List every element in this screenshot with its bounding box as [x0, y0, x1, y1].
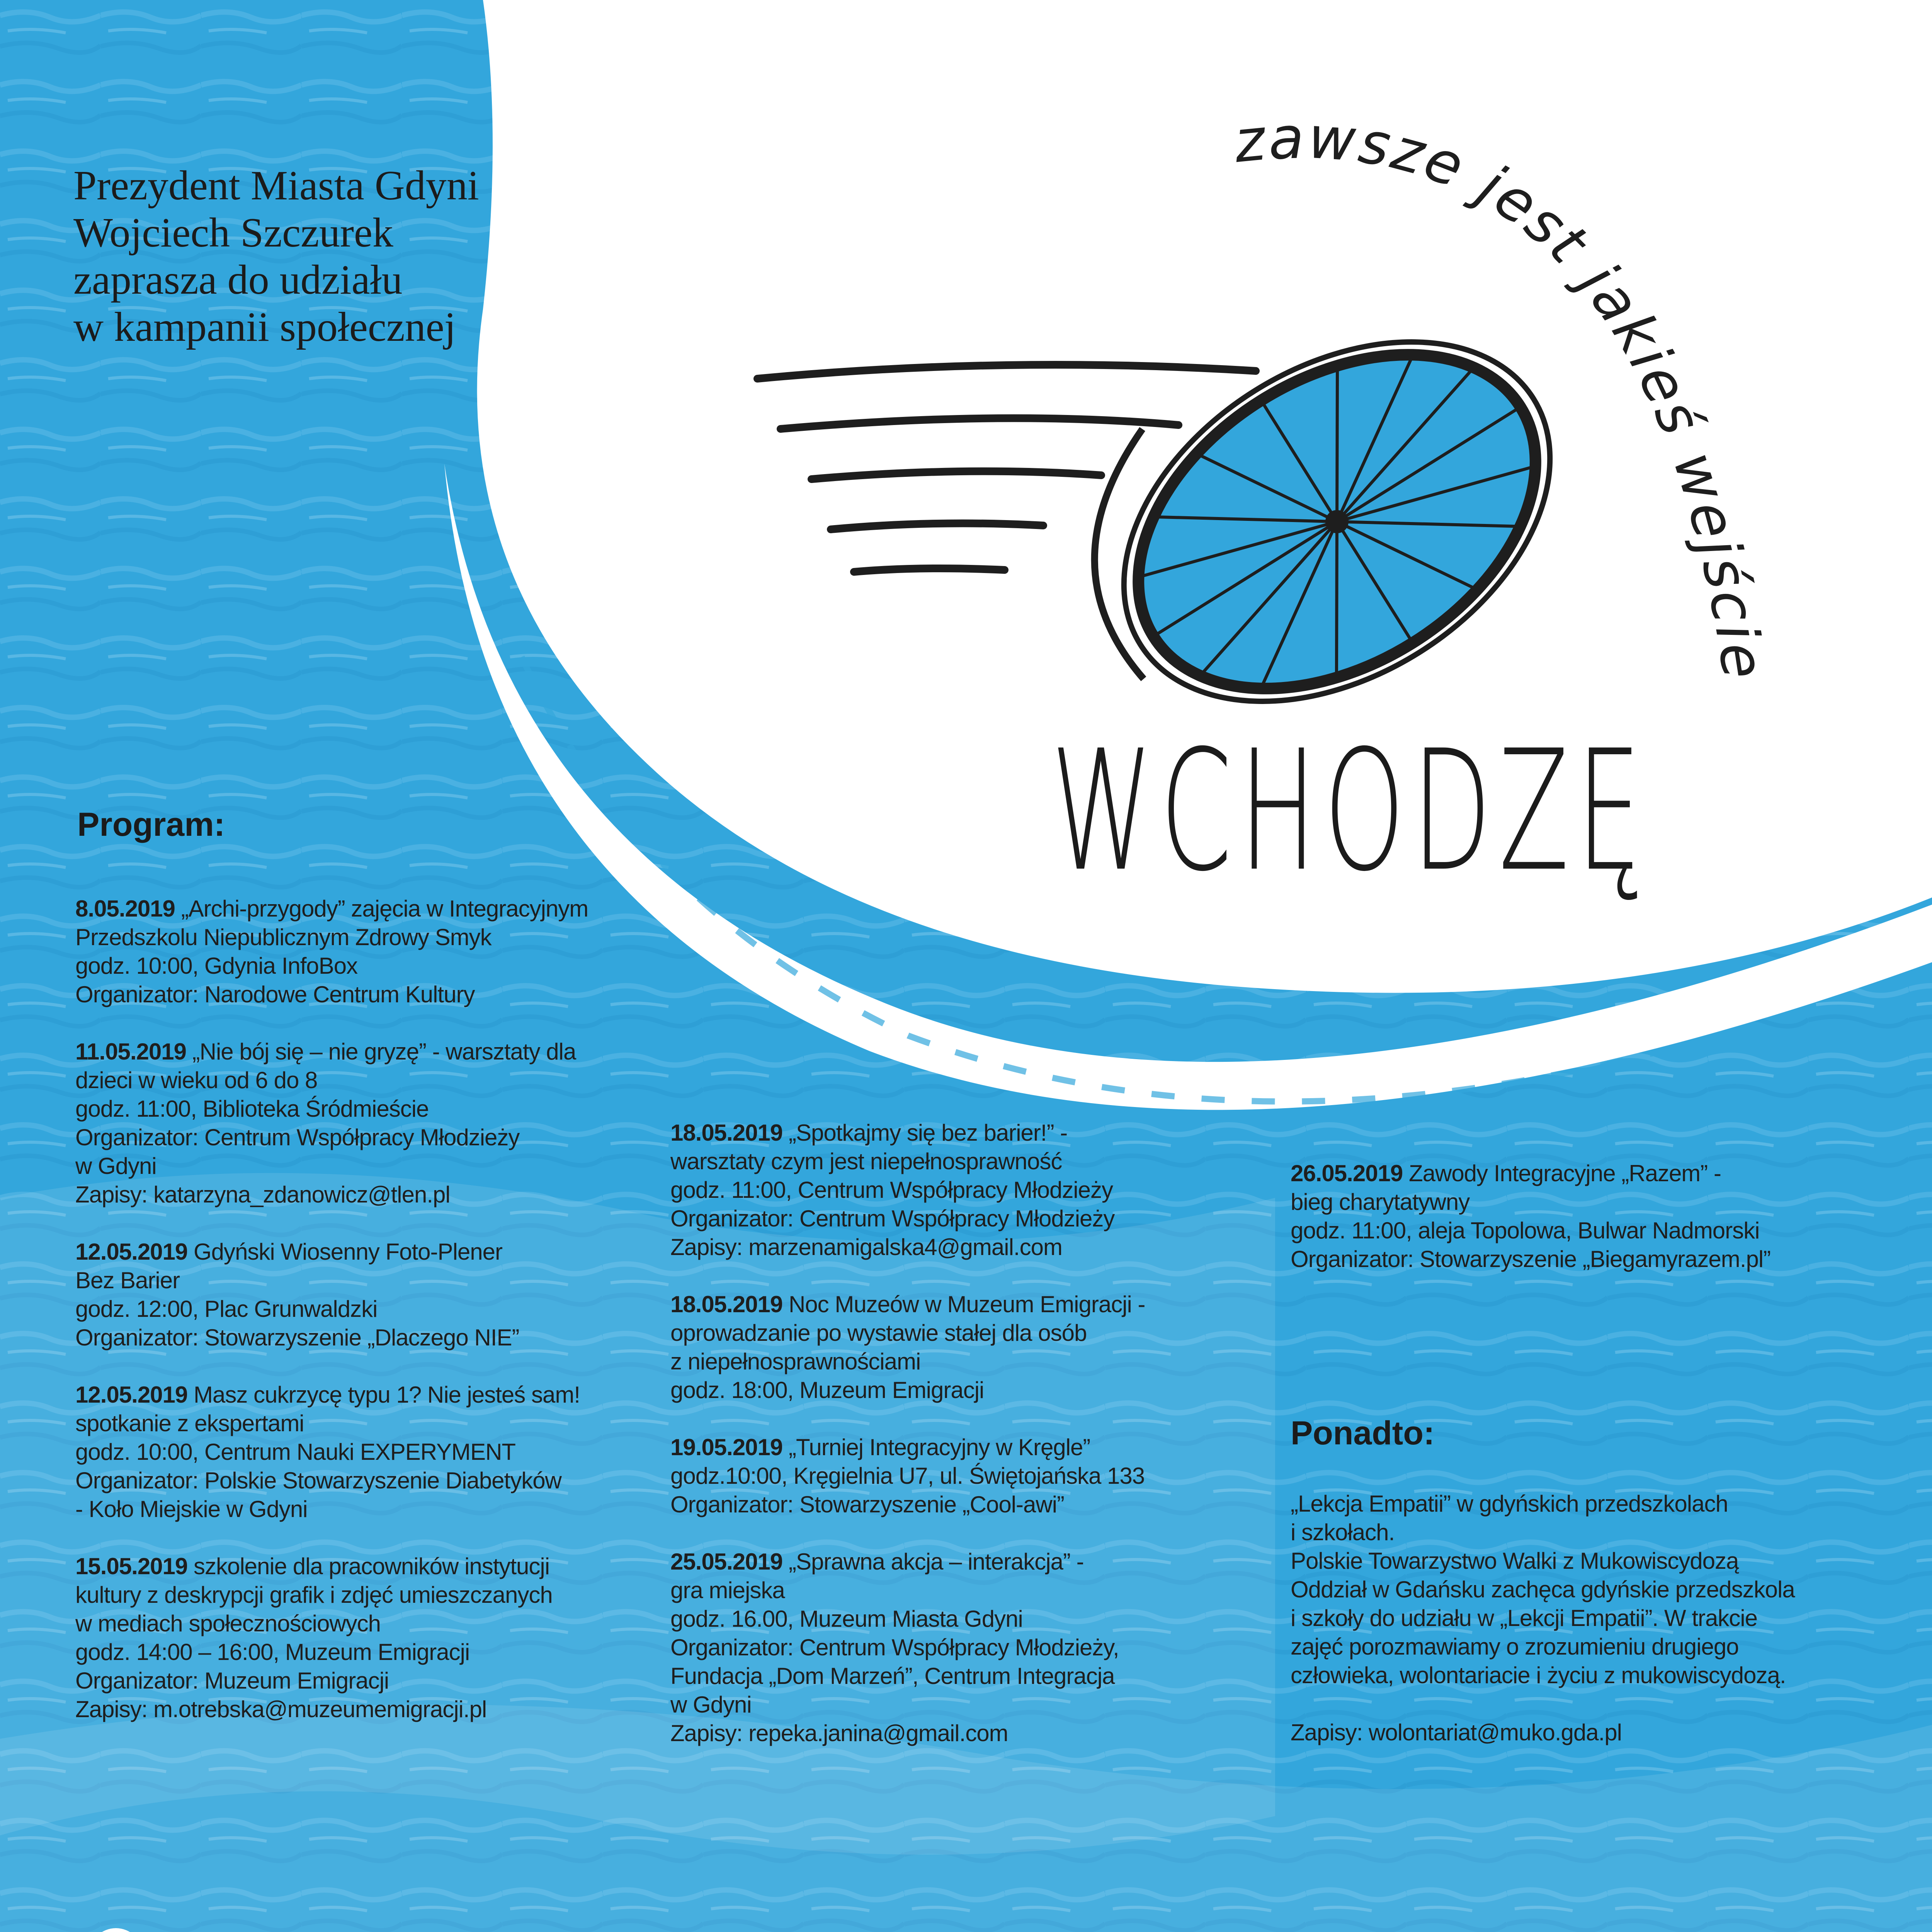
event-line: Zapisy: marzenamigalska4@gmail.com: [670, 1234, 1062, 1260]
intro-line: Wojciech Szczurek: [73, 210, 393, 256]
event-line: Organizator: Muzeum Emigracji: [75, 1668, 389, 1694]
event-line: godz. 11:00, Centrum Współpracy Młodzieży: [670, 1177, 1113, 1203]
event-line: w Gdyni: [75, 1153, 156, 1179]
event-line: Zapisy: m.otrebska@muzeumemigracji.pl: [75, 1696, 487, 1722]
event-line: Organizator: Centrum Współpracy Młodzieży: [75, 1124, 520, 1150]
event-line: godz. 10:00, Centrum Nauki EXPERYMENT: [75, 1439, 516, 1465]
event-line: Organizator: Stowarzyszenie „Cool-awi”: [670, 1492, 1065, 1517]
event-line: Bez Barier: [75, 1267, 180, 1293]
event-line: Noc Muzeów w Muzeum Emigracji -: [782, 1291, 1145, 1317]
event-line: godz. 11:00, Biblioteka Śródmieście: [75, 1096, 429, 1122]
event-line: w Gdyni: [670, 1692, 752, 1718]
event-date: 25.05.2019: [670, 1549, 783, 1575]
event-date: 11.05.2019: [75, 1039, 186, 1065]
ponadto-line: i szkoły do udziału w „Lekcji Empatii”. W trakcie: [1291, 1605, 1758, 1631]
ponadto-line: człowieka, wolontariacie i życiu z mukowiscydozą.: [1291, 1662, 1786, 1688]
event-date: 12.05.2019: [75, 1382, 188, 1408]
event-line: Fundacja „Dom Marzeń”, Centrum Integracja: [670, 1663, 1115, 1689]
event-line: Zapisy: katarzyna_zdanowicz@tlen.pl: [75, 1182, 450, 1208]
ponadto-line: „Lekcja Empatii” w gdyńskich przedszkolach: [1291, 1491, 1728, 1517]
intro-line: w kampanii społecznej: [73, 304, 456, 350]
event-line: godz. 16.00, Muzeum Miasta Gdyni: [670, 1606, 1023, 1632]
event-line: Organizator: Stowarzyszenie „Dlaczego NIE”: [75, 1325, 519, 1350]
event-line: Organizator: Narodowe Centrum Kultury: [75, 981, 475, 1007]
event-line: „Sprawna akcja – interakcja” -: [782, 1549, 1084, 1575]
event-date: 18.05.2019: [670, 1291, 783, 1317]
event-line: godz. 14:00 – 16:00, Muzeum Emigracji: [75, 1639, 470, 1665]
logo-title: WCHODZĘ: [1051, 715, 1649, 908]
event-line: oprowadzanie po wystawie stałej dla osób: [670, 1320, 1087, 1346]
event-line: - Koło Miejskie w Gdyni: [75, 1496, 308, 1522]
event-line: godz. 10:00, Gdynia InfoBox: [75, 953, 358, 979]
event-line: Organizator: Centrum Współpracy Młodzieży: [670, 1206, 1115, 1231]
event-line: w mediach społecznościowych: [75, 1611, 381, 1636]
event-date: 18.05.2019: [670, 1120, 783, 1146]
event-line: Organizator: Polskie Stowarzyszenie Diabetyków: [75, 1468, 561, 1493]
intro-line: Prezydent Miasta Gdyni: [73, 163, 479, 209]
ponadto-line: Polskie Towarzystwo Walki z Mukowiscydozą: [1291, 1548, 1739, 1574]
tagline-text: zawsze jest jakieś wejście: [1231, 104, 1778, 685]
event-line: szkolenie dla pracowników instytucji: [187, 1553, 550, 1579]
event-line: z niepełnosprawnościami: [670, 1349, 921, 1374]
event-line: Zawody Integracyjne „Razem” -: [1403, 1160, 1721, 1186]
event-line: godz.10:00, Kręgielnia U7, ul. Świętojańska 133: [670, 1463, 1145, 1489]
event-line: „Nie bój się – nie gryzę” - warsztaty dla: [186, 1039, 576, 1065]
intro-line: zaprasza do udziału: [73, 257, 403, 303]
event-line: Przedszkolu Niepublicznym Zdrowy Smyk: [75, 924, 492, 950]
event-date: 26.05.2019: [1291, 1160, 1403, 1186]
event-date: 8.05.2019: [75, 896, 175, 922]
event-line: Masz cukrzycę typu 1? Nie jesteś sam!: [187, 1382, 580, 1408]
event-line: Organizator: Stowarzyszenie „Biegamyrazem.pl”: [1291, 1246, 1771, 1272]
event-line: spotkanie z ekspertami: [75, 1410, 304, 1436]
event-line: godz. 12:00, Plac Grunwaldzki: [75, 1296, 378, 1322]
event-date: 12.05.2019: [75, 1239, 188, 1265]
ponadto-signup: Zapisy: wolontariat@muko.gda.pl: [1291, 1719, 1622, 1745]
event-line: gra miejska: [670, 1577, 785, 1603]
program-heading: Program:: [77, 806, 225, 843]
event-line: „Archi-przygody” zajęcia w Integracyjnym: [175, 896, 588, 922]
event-line: bieg charytatywny: [1291, 1189, 1470, 1215]
event-line: „Turniej Integracyjny w Kręgle”: [782, 1434, 1090, 1460]
event-line: kultury z deskrypcji grafik i zdjęć umieszczanych: [75, 1582, 553, 1608]
event-line: „Spotkajmy się bez barier!” -: [782, 1120, 1068, 1146]
event-date: 19.05.2019: [670, 1434, 783, 1460]
ponadto-line: zajęć porozmawiamy o zrozumieniu drugiego: [1291, 1634, 1739, 1660]
event-line: warsztaty czym jest niepełnosprawność: [670, 1148, 1062, 1174]
event-line: godz. 11:00, aleja Topolowa, Bulwar Nadmorski: [1291, 1218, 1760, 1243]
event-line: Organizator: Centrum Współpracy Młodzieży,: [670, 1634, 1119, 1660]
event-line: dzieci w wieku od 6 do 8: [75, 1067, 318, 1093]
event-line: godz. 18:00, Muzeum Emigracji: [670, 1377, 984, 1403]
ponadto-line: Oddział w Gdańsku zachęca gdyńskie przedszkola: [1291, 1577, 1795, 1602]
event-line: Gdyński Wiosenny Foto-Plener: [187, 1239, 502, 1265]
event-line: Zapisy: repeka.janina@gmail.com: [670, 1720, 1008, 1746]
event-date: 15.05.2019: [75, 1553, 188, 1579]
ponadto-heading: Ponadto:: [1291, 1415, 1435, 1452]
ponadto-line: i szkołach.: [1291, 1519, 1395, 1545]
